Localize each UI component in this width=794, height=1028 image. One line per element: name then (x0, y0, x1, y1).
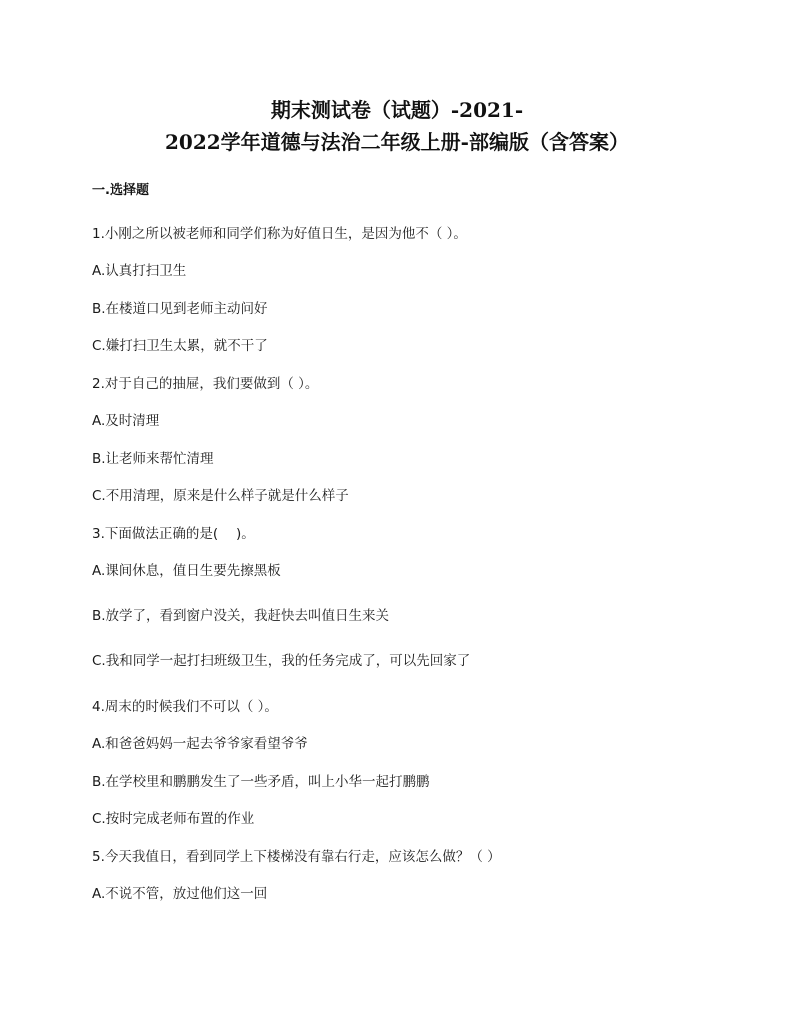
question-1-option-b: B.在楼道口见到老师主动问好 (92, 301, 268, 317)
question-5: 5.今天我值日，看到同学上下楼梯没有靠右行走，应该怎么做？（ ） (92, 849, 501, 865)
question-1-option-c: C.嫌打扫卫生太累，就不干了 (92, 338, 268, 354)
question-4-option-c: C.按时完成老师布置的作业 (92, 811, 255, 827)
question-4: 4.周末的时候我们不可以（ ）。 (92, 699, 278, 715)
question-5-option-a: A.不说不管，放过他们这一回 (92, 886, 268, 902)
document-title-line-2: 2022学年道德与法治二年级上册-部编版（含答案） (165, 130, 629, 154)
question-2-option-a: A.及时清理 (92, 413, 160, 429)
question-4-option-b: B.在学校里和鹏鹏发生了一些矛盾，叫上小华一起打鹏鹏 (92, 774, 430, 790)
question-1: 1.小刚之所以被老师和同学们称为好值日生，是因为他不（ ）。 (92, 226, 467, 242)
question-1-option-a: A.认真打扫卫生 (92, 263, 187, 279)
question-3-option-a: A.课间休息，值日生要先擦黑板 (92, 563, 281, 579)
section-heading: 一.选择题 (92, 183, 149, 198)
question-4-option-a: A.和爸爸妈妈一起去爷爷家看望爷爷 (92, 736, 308, 752)
question-3: 3.下面做法正确的是( )。 (92, 526, 255, 542)
document-title-line-1: 期末测试卷（试题）-2021- (270, 98, 524, 122)
question-3-option-c: C.我和同学一起打扫班级卫生，我的任务完成了，可以先回家了 (92, 653, 471, 669)
question-2: 2.对于自己的抽屉，我们要做到（ ）。 (92, 376, 319, 392)
question-2-option-b: B.让老师来帮忙清理 (92, 451, 214, 467)
question-2-option-c: C.不用清理，原来是什么样子就是什么样子 (92, 488, 349, 504)
question-3-option-b: B.放学了，看到窗户没关，我赶快去叫值日生来关 (92, 608, 390, 624)
